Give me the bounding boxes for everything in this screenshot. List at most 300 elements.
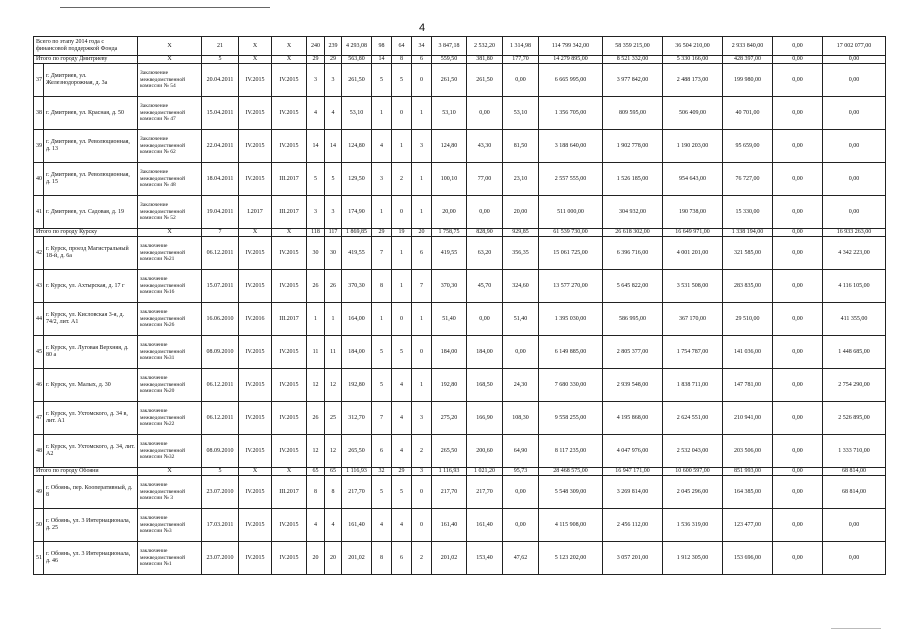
data-cell: 166,90 xyxy=(467,402,503,435)
data-cell: IV.2015 xyxy=(239,369,272,402)
data-cell: 0,00 xyxy=(503,509,539,542)
data-cell: 153,40 xyxy=(467,542,503,575)
data-cell: 1 356 705,00 xyxy=(539,97,603,130)
data-cell: 2 933 840,00 xyxy=(723,37,773,56)
data-cell: 0,00 xyxy=(773,402,823,435)
data-cell: 06.12.2011 xyxy=(202,402,239,435)
data-cell: 19 xyxy=(392,229,412,237)
data-cell: 2 488 173,00 xyxy=(663,64,723,97)
row-label-cell: Всего по этапу 2014 года с финансовой поддержкой Фонда xyxy=(34,37,138,56)
data-cell: 1 xyxy=(412,369,432,402)
data-cell: 261,50 xyxy=(467,64,503,97)
data-cell: 1 338 194,00 xyxy=(723,229,773,237)
row-number-cell: 43 xyxy=(34,270,44,303)
data-cell: 4 293,08 xyxy=(342,37,372,56)
data-cell: 0,00 xyxy=(503,64,539,97)
data-cell: 1 116,93 xyxy=(432,468,467,476)
basis-cell: Заключение межведомственной комиссии № 52 xyxy=(138,196,202,229)
data-cell: 129,50 xyxy=(342,163,372,196)
data-cell: IV.2015 xyxy=(272,509,307,542)
data-cell: 419,55 xyxy=(432,237,467,270)
data-cell: 2 624 551,00 xyxy=(663,402,723,435)
data-cell: 14 xyxy=(325,130,342,163)
table-row xyxy=(34,402,886,435)
data-cell: 23,10 xyxy=(503,163,539,196)
row-number-cell: 39 xyxy=(34,130,44,163)
basis-cell: заключение межведомственной комиссии №22 xyxy=(138,402,202,435)
data-cell: 217,70 xyxy=(342,476,372,509)
data-cell: 3 977 842,00 xyxy=(603,64,663,97)
data-cell: 16 649 971,00 xyxy=(663,229,723,237)
data-cell: 61 539 730,00 xyxy=(539,229,603,237)
data-cell: IV.2015 xyxy=(272,542,307,575)
data-cell: 0,00 xyxy=(823,56,886,64)
data-cell: 199 980,00 xyxy=(723,64,773,97)
data-cell: 6 xyxy=(412,237,432,270)
address-cell: г. Дмитриев, ул. Железнодорожная, д. 3а xyxy=(44,64,138,97)
data-cell: 0,00 xyxy=(823,196,886,229)
data-cell: 30 xyxy=(307,237,325,270)
data-cell: 3 188 640,00 xyxy=(539,130,603,163)
data-cell: 3 xyxy=(325,196,342,229)
data-cell: X xyxy=(138,56,202,64)
data-cell: IV.2015 xyxy=(272,336,307,369)
data-cell: 7 xyxy=(372,237,392,270)
data-cell: 12 xyxy=(307,369,325,402)
data-cell: 29 510,00 xyxy=(723,303,773,336)
table-row xyxy=(34,435,886,468)
data-cell: 5 xyxy=(392,476,412,509)
page-number: 4 xyxy=(419,22,426,34)
table-row xyxy=(34,336,886,369)
data-cell: 1 190 203,00 xyxy=(663,130,723,163)
data-cell: 177,70 xyxy=(503,56,539,64)
row-number-cell: 51 xyxy=(34,542,44,575)
table-row xyxy=(34,542,886,575)
data-cell: 0,00 xyxy=(823,509,886,542)
data-cell: 161,40 xyxy=(342,509,372,542)
row-number-cell: 46 xyxy=(34,369,44,402)
data-cell: 4 xyxy=(392,369,412,402)
data-cell: IV.2015 xyxy=(239,130,272,163)
data-cell: 34 xyxy=(412,37,432,56)
data-cell: 239 xyxy=(325,37,342,56)
subtotal-row xyxy=(34,56,886,64)
data-cell: 0,00 xyxy=(773,476,823,509)
data-cell: 29 xyxy=(392,468,412,476)
data-cell: 3 xyxy=(412,402,432,435)
data-cell: 4 xyxy=(307,97,325,130)
data-cell: 124,80 xyxy=(432,130,467,163)
row-number-cell: 47 xyxy=(34,402,44,435)
data-cell: 1 902 778,00 xyxy=(603,130,663,163)
data-cell: 1 838 711,00 xyxy=(663,369,723,402)
address-cell: г. Обоянь, ул. 3 Интернационала, д. 25 xyxy=(44,509,138,542)
data-cell: 0 xyxy=(412,64,432,97)
address-cell: г. Курск, ул. Ухтомского, д. 34, лит. А2 xyxy=(44,435,138,468)
data-cell: 8 xyxy=(372,270,392,303)
data-cell: 5 xyxy=(372,369,392,402)
data-cell: IV.2015 xyxy=(239,336,272,369)
data-cell: 3 xyxy=(412,468,432,476)
data-cell: IV.2015 xyxy=(239,435,272,468)
data-cell: 20,00 xyxy=(503,196,539,229)
table-row xyxy=(34,237,886,270)
data-cell: 8 xyxy=(392,56,412,64)
data-cell: 4 195 868,00 xyxy=(603,402,663,435)
data-cell: 370,30 xyxy=(432,270,467,303)
data-cell: 29 xyxy=(372,229,392,237)
data-cell: 0,00 xyxy=(773,64,823,97)
data-cell: 18.04.2011 xyxy=(202,163,239,196)
data-cell: 0,00 xyxy=(773,509,823,542)
data-cell: 77,00 xyxy=(467,163,503,196)
table-row xyxy=(34,130,886,163)
data-cell: III.2017 xyxy=(272,476,307,509)
data-cell: 6 149 885,00 xyxy=(539,336,603,369)
data-cell: 117 xyxy=(325,229,342,237)
data-cell: 563,80 xyxy=(342,56,372,64)
data-cell: 3 xyxy=(412,130,432,163)
table-body xyxy=(34,37,886,575)
data-cell: 17 002 077,00 xyxy=(823,37,886,56)
data-cell: 124,80 xyxy=(342,130,372,163)
data-cell: 2 xyxy=(412,542,432,575)
data-cell: IV.2015 xyxy=(272,130,307,163)
data-cell: 147 781,00 xyxy=(723,369,773,402)
data-cell: 3 531 508,00 xyxy=(663,270,723,303)
data-cell: 1 xyxy=(392,237,412,270)
address-cell: г. Дмитриев, ул. Революционная, д. 13 xyxy=(44,130,138,163)
table-row xyxy=(34,196,886,229)
data-cell: 1 xyxy=(372,196,392,229)
data-cell: 65 xyxy=(325,468,342,476)
table-row xyxy=(34,303,886,336)
address-cell: г. Курск, ул. Малых, д. 30 xyxy=(44,369,138,402)
data-cell: 51,40 xyxy=(503,303,539,336)
data-cell: 114 799 342,00 xyxy=(539,37,603,56)
data-cell: 2 xyxy=(392,163,412,196)
data-cell: 14 xyxy=(307,130,325,163)
data-cell: 06.12.2011 xyxy=(202,369,239,402)
basis-cell: заключение межведомственной комиссии №1 xyxy=(138,542,202,575)
data-cell: 100,10 xyxy=(432,163,467,196)
data-cell: 23.07.2010 xyxy=(202,542,239,575)
data-cell: IV.2015 xyxy=(272,369,307,402)
data-cell: 1 xyxy=(392,270,412,303)
data-cell: 0,00 xyxy=(773,97,823,130)
data-cell: 1 116,93 xyxy=(342,468,372,476)
data-cell: 5 645 822,00 xyxy=(603,270,663,303)
housing-resettlement-table xyxy=(33,36,886,575)
data-cell: 511 000,00 xyxy=(539,196,603,229)
data-cell: 851 993,00 xyxy=(723,468,773,476)
data-cell: IV.2015 xyxy=(272,97,307,130)
data-cell: 174,90 xyxy=(342,196,372,229)
row-label-cell: Итого по городу Курску xyxy=(34,229,138,237)
row-number-cell: 40 xyxy=(34,163,44,196)
table-row xyxy=(34,270,886,303)
basis-cell: Заключение межведомственной комиссии № 47 xyxy=(138,97,202,130)
data-cell: 4 xyxy=(325,509,342,542)
basis-cell: заключение межведомственной комиссии №20 xyxy=(138,369,202,402)
data-cell: 28 468 575,00 xyxy=(539,468,603,476)
data-cell: 5 xyxy=(372,64,392,97)
data-cell: 1 758,75 xyxy=(432,229,467,237)
address-cell: г. Дмитриев, ул. Революционная, д. 15 xyxy=(44,163,138,196)
data-cell: 65 xyxy=(307,468,325,476)
data-cell: 26 xyxy=(307,402,325,435)
data-cell: IV.2015 xyxy=(239,97,272,130)
data-cell: 2 754 290,00 xyxy=(823,369,886,402)
data-cell: 123 477,00 xyxy=(723,509,773,542)
data-cell: 1 869,85 xyxy=(342,229,372,237)
data-cell: 5 330 166,00 xyxy=(663,56,723,64)
data-cell: 16.06.2010 xyxy=(202,303,239,336)
data-cell: IV.2016 xyxy=(239,303,272,336)
data-cell: X xyxy=(138,229,202,237)
data-cell: 25 xyxy=(325,402,342,435)
data-cell: 168,50 xyxy=(467,369,503,402)
data-cell: 5 xyxy=(372,336,392,369)
data-cell: 1 xyxy=(412,163,432,196)
data-cell: IV.2015 xyxy=(239,237,272,270)
data-cell: 2 939 548,00 xyxy=(603,369,663,402)
data-cell: IV.2015 xyxy=(239,542,272,575)
data-cell: 164 385,00 xyxy=(723,476,773,509)
data-cell: 5 123 202,00 xyxy=(539,542,603,575)
data-cell: 53,10 xyxy=(342,97,372,130)
data-cell: 4 xyxy=(372,130,392,163)
data-cell: 0,00 xyxy=(823,64,886,97)
data-cell: 3 xyxy=(325,64,342,97)
data-cell: 20 xyxy=(325,542,342,575)
data-cell: 22.04.2011 xyxy=(202,130,239,163)
data-cell: 21 xyxy=(202,37,239,56)
data-cell: 6 665 995,00 xyxy=(539,64,603,97)
data-cell: 24,30 xyxy=(503,369,539,402)
row-number-cell: 44 xyxy=(34,303,44,336)
data-cell: 12 xyxy=(325,369,342,402)
data-cell: 265,50 xyxy=(432,435,467,468)
data-cell: 184,00 xyxy=(342,336,372,369)
data-cell: 0,00 xyxy=(773,468,823,476)
row-number-cell: 38 xyxy=(34,97,44,130)
data-cell: 06.12.2011 xyxy=(202,237,239,270)
basis-cell: заключение межведомственной комиссии №21 xyxy=(138,237,202,270)
data-cell: IV.2015 xyxy=(272,64,307,97)
basis-cell: Заключение межведомственной комиссии № 48 xyxy=(138,163,202,196)
data-cell: 15 061 725,00 xyxy=(539,237,603,270)
data-cell: 304 932,00 xyxy=(603,196,663,229)
data-cell: 2 526 895,00 xyxy=(823,402,886,435)
data-cell: 203 506,00 xyxy=(723,435,773,468)
data-cell: 95 659,00 xyxy=(723,130,773,163)
data-cell: 8 xyxy=(372,542,392,575)
data-cell: 14 279 895,00 xyxy=(539,56,603,64)
basis-cell: заключение межведомственной комиссии №16 xyxy=(138,270,202,303)
row-number-cell: 50 xyxy=(34,509,44,542)
data-cell: 3 847,18 xyxy=(432,37,467,56)
data-cell: IV.2015 xyxy=(272,435,307,468)
data-cell: X xyxy=(272,468,307,476)
data-cell: IV.2015 xyxy=(272,270,307,303)
data-cell: IV.2015 xyxy=(239,270,272,303)
data-cell: 26 xyxy=(307,270,325,303)
data-cell: 141 036,00 xyxy=(723,336,773,369)
data-cell: 8 xyxy=(307,476,325,509)
data-cell: 0,00 xyxy=(773,237,823,270)
data-cell: 20 xyxy=(412,229,432,237)
data-cell: 356,35 xyxy=(503,237,539,270)
data-cell: 1 xyxy=(372,303,392,336)
subtotal-row xyxy=(34,468,886,476)
data-cell: 26 618 302,00 xyxy=(603,229,663,237)
data-cell: 367 170,00 xyxy=(663,303,723,336)
data-cell: 586 995,00 xyxy=(603,303,663,336)
data-cell: 8 521 332,00 xyxy=(603,56,663,64)
row-number-cell: 48 xyxy=(34,435,44,468)
data-cell: 161,40 xyxy=(467,509,503,542)
data-cell: 64 xyxy=(392,37,412,56)
data-cell: 954 643,00 xyxy=(663,163,723,196)
data-cell: 5 xyxy=(392,336,412,369)
data-cell: 0,00 xyxy=(773,542,823,575)
data-cell: 1 333 710,00 xyxy=(823,435,886,468)
data-cell: 1 xyxy=(325,303,342,336)
data-cell: X xyxy=(239,37,272,56)
data-cell: 12 xyxy=(307,435,325,468)
data-cell: X xyxy=(272,37,307,56)
data-cell: IV.2015 xyxy=(239,402,272,435)
address-cell: г. Курск, ул. Ухтомского, д. 34 в, лит. А1 xyxy=(44,402,138,435)
data-cell: 36 504 210,00 xyxy=(663,37,723,56)
data-cell: 0,00 xyxy=(773,163,823,196)
data-cell: 0 xyxy=(412,509,432,542)
data-cell: 30 xyxy=(325,237,342,270)
data-cell: 2 532,20 xyxy=(467,37,503,56)
data-cell: IV.2015 xyxy=(239,476,272,509)
data-cell: 47,62 xyxy=(503,542,539,575)
data-cell: 0,00 xyxy=(823,97,886,130)
data-cell: 4 xyxy=(307,509,325,542)
data-cell: 53,10 xyxy=(503,97,539,130)
data-cell: 1 021,20 xyxy=(467,468,503,476)
data-cell: X xyxy=(239,229,272,237)
data-cell: 217,70 xyxy=(467,476,503,509)
data-cell: 370,30 xyxy=(342,270,372,303)
data-cell: 0,00 xyxy=(773,435,823,468)
data-cell: 192,80 xyxy=(342,369,372,402)
row-number-cell: 41 xyxy=(34,196,44,229)
data-cell: 7 xyxy=(202,229,239,237)
data-cell: IV.2015 xyxy=(239,64,272,97)
data-cell: 0,00 xyxy=(467,196,503,229)
data-cell: 1 xyxy=(307,303,325,336)
table-row xyxy=(34,369,886,402)
data-cell: 0,00 xyxy=(467,303,503,336)
data-cell: 0,00 xyxy=(773,270,823,303)
data-cell: X xyxy=(272,56,307,64)
data-cell: 559,50 xyxy=(432,56,467,64)
data-cell: 2 557 555,00 xyxy=(539,163,603,196)
data-cell: 4 001 201,00 xyxy=(663,237,723,270)
data-cell: 95,73 xyxy=(503,468,539,476)
table-row xyxy=(34,64,886,97)
data-cell: 0,00 xyxy=(823,130,886,163)
basis-cell: Заключение межведомственной комиссии № 54 xyxy=(138,64,202,97)
data-cell: 4 342 223,00 xyxy=(823,237,886,270)
data-cell: 201,02 xyxy=(342,542,372,575)
data-cell: 53,10 xyxy=(432,97,467,130)
data-cell: 64,90 xyxy=(503,435,539,468)
data-cell: 4 xyxy=(392,402,412,435)
table-row xyxy=(34,509,886,542)
data-cell: IV.2015 xyxy=(272,237,307,270)
data-cell: 1 314,98 xyxy=(503,37,539,56)
row-number-cell: 37 xyxy=(34,64,44,97)
data-cell: 0,00 xyxy=(467,97,503,130)
data-cell: 2 045 296,00 xyxy=(663,476,723,509)
table-row xyxy=(34,97,886,130)
data-cell: III.2017 xyxy=(272,163,307,196)
data-cell: 321 585,00 xyxy=(723,237,773,270)
address-cell: г. Обоянь, ул. 3 Интернационала, д. 46 xyxy=(44,542,138,575)
data-cell: 1 xyxy=(412,303,432,336)
data-cell: 2 532 043,00 xyxy=(663,435,723,468)
data-cell: 8 xyxy=(325,476,342,509)
data-cell: 5 xyxy=(202,468,239,476)
data-cell: 0 xyxy=(412,336,432,369)
data-cell: 210 941,00 xyxy=(723,402,773,435)
data-cell: 7 xyxy=(372,402,392,435)
data-cell: 411 355,00 xyxy=(823,303,886,336)
data-cell: 63,20 xyxy=(467,237,503,270)
address-cell: г. Обоянь, пер. Кооперативный, д. 8 xyxy=(44,476,138,509)
data-cell: 08.09.2010 xyxy=(202,336,239,369)
data-cell: 7 680 330,00 xyxy=(539,369,603,402)
data-cell: 381,80 xyxy=(467,56,503,64)
address-cell: г. Дмитриев, ул. Красная, д. 50 xyxy=(44,97,138,130)
data-cell: 809 595,00 xyxy=(603,97,663,130)
data-cell: 4 xyxy=(372,509,392,542)
data-cell: 3 xyxy=(307,196,325,229)
data-cell: 1 xyxy=(372,97,392,130)
data-cell: X xyxy=(239,56,272,64)
data-cell: 3 xyxy=(372,163,392,196)
row-label-cell: Итого по городу Дмитриеву xyxy=(34,56,138,64)
data-cell: 261,50 xyxy=(432,64,467,97)
data-cell: 0,00 xyxy=(773,130,823,163)
data-cell: 8 117 235,00 xyxy=(539,435,603,468)
data-cell: 190 738,00 xyxy=(663,196,723,229)
data-cell: 419,55 xyxy=(342,237,372,270)
data-cell: 0,00 xyxy=(503,476,539,509)
data-cell: 45,70 xyxy=(467,270,503,303)
table-row xyxy=(34,476,886,509)
data-cell: 184,00 xyxy=(467,336,503,369)
data-cell: 29 xyxy=(307,56,325,64)
data-cell: 828,90 xyxy=(467,229,503,237)
data-cell: 9 558 255,00 xyxy=(539,402,603,435)
data-cell: 1 xyxy=(412,196,432,229)
data-cell: 7 xyxy=(412,270,432,303)
data-cell: X xyxy=(272,229,307,237)
data-cell: 5 548 309,00 xyxy=(539,476,603,509)
row-number-cell: 49 xyxy=(34,476,44,509)
address-cell: г. Дмитриев, ул. Садовая, д. 19 xyxy=(44,196,138,229)
data-cell: 164,00 xyxy=(342,303,372,336)
